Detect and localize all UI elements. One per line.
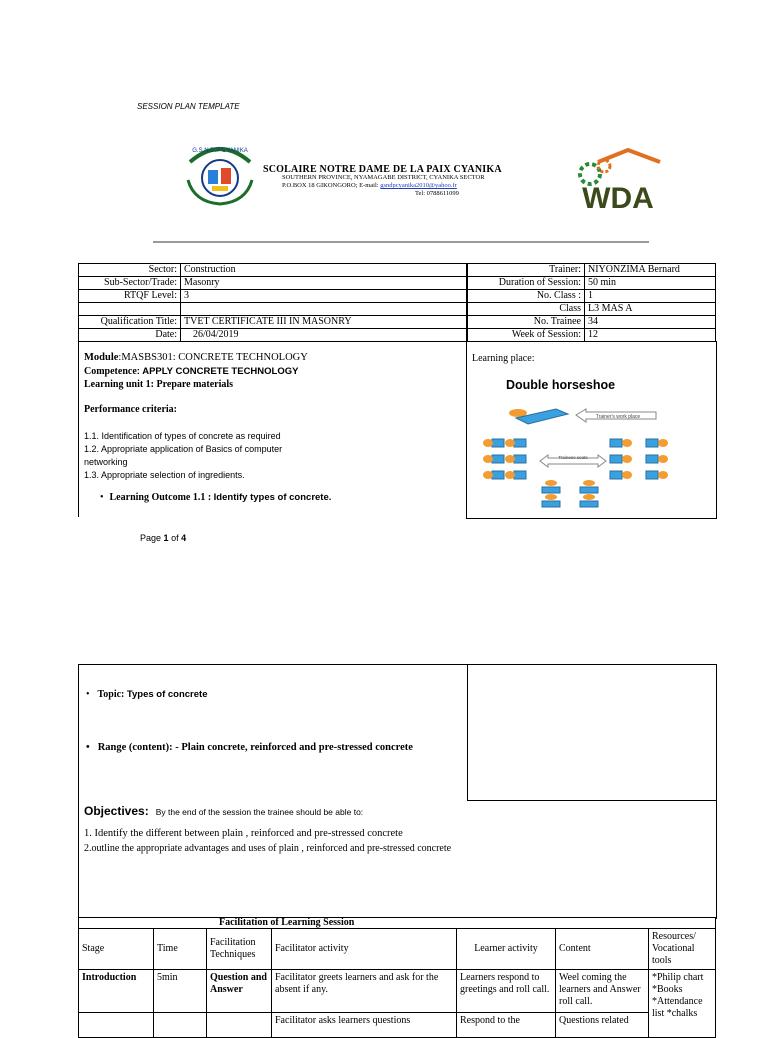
learning-unit: Learning unit 1: Prepare materials: [84, 379, 234, 390]
info-row-trainer: Trainer: NIYONZIMA Bernard: [468, 264, 716, 277]
facilitation-title-row: [79, 918, 716, 929]
objective-1: 1. Identify the different between plain , reinforced and pre-stressed concrete: [84, 828, 403, 839]
competence-line: [84, 366, 298, 377]
learning-outcome: [100, 492, 331, 503]
page-of: of: [171, 533, 179, 543]
school-address-prefix: P.O.BOX 18 GIKONGORO; E-mail:: [282, 182, 379, 189]
competence-label: Competence: [84, 366, 137, 377]
range-value: Plain concrete, reinforced and pre-stressed concrete: [181, 742, 413, 753]
info-row-subsector: Sub-Sector/Trade: Masonry: [79, 277, 467, 290]
session-info-left: [78, 263, 467, 342]
objectives-line: [84, 802, 363, 820]
bullet-icon: •: [100, 492, 104, 503]
page-number: [140, 533, 186, 543]
table-row: Introduction 5min Question and Answer Facilitator greets learners and ask for the absent if any. Learners respond to greetings and roll call. Weel coming the learners and Answer roll call. *Philip chart *Books *Attendance list *chalks: [79, 970, 716, 1013]
school-email-link[interactable]: gsndpcyanika2010@yahoo.fr: [380, 182, 457, 189]
bullet-icon: •: [86, 742, 90, 753]
info-row-class: Class L3 MAS A: [468, 303, 716, 316]
info-row-week: Week of Session: 12: [468, 329, 716, 342]
criterion-2: 1.2. Appropriate application of Basics of computer networking: [84, 444, 283, 467]
col-header-learner: Learner activity: [457, 929, 556, 970]
objectives-intro: By the end of the session the trainee should be able to:: [155, 807, 364, 817]
learning-outcome-label: Learning Outcome 1.1 :: [109, 492, 212, 503]
school-address-1: SOUTHERN PROVINCE, NYAMAGABE DISTRICT, CYANIKA SECTOR: [282, 174, 485, 181]
module-label: Module: [84, 352, 119, 363]
col-header-resources: Resources/ Vocational tools: [649, 929, 716, 970]
facilitation-table: [78, 917, 716, 1038]
table-row: Facilitator asks learners questions Respond to the Questions related: [79, 1013, 716, 1038]
page-current: 1: [163, 533, 169, 543]
info-row-rtqf: RTQF Level: 3: [79, 290, 467, 303]
page-total: 4: [181, 533, 187, 543]
trainer-place-label: Trainer's work place: [595, 414, 641, 420]
criterion-1: 1.1. Identification of types of concrete as required: [84, 431, 281, 441]
range-label: Range (content): -: [97, 742, 179, 753]
objectives-label: Objectives:: [84, 804, 149, 818]
trainees-seats-label: Trainees seats: [558, 455, 588, 460]
range-line: [86, 742, 413, 753]
criterion-3: 1.3. Appropriate selection of ingredients.: [84, 470, 245, 480]
info-row-trainee: No. Trainee 34: [468, 316, 716, 329]
col-header-facilitator: Facilitator activity: [272, 929, 457, 970]
info-row-date: Date: 26/04/2019: [79, 329, 467, 342]
layout-title: Double horseshoe: [506, 378, 616, 392]
col-header-technique: Facilitation Techniques: [207, 929, 272, 970]
col-header-content: Content: [556, 929, 649, 970]
svg-text:G.S.N.D.P CYANIKA: G.S.N.D.P CYANIKA: [192, 148, 248, 154]
horseshoe-diagram: [476, 403, 706, 513]
objective-2: 2.outline the appropriate advantages and uses of plain , reinforced and pre-stressed concrete: [84, 843, 452, 854]
info-row-qualification: Qualification Title: TVET CERTIFICATE III IN MASONRY: [79, 316, 467, 329]
col-header-time: Time: [154, 929, 207, 970]
session-info-right: [467, 263, 716, 342]
school-tel: Tel: 0788611099: [415, 190, 459, 197]
topic-value: Types of concrete: [126, 689, 208, 700]
competence-value: : APPLY CONCRETE TECHNOLOGY: [136, 366, 299, 377]
module-value: :MASBS301: CONCRETE TECHNOLOGY: [118, 352, 308, 363]
topic-label: Topic:: [97, 689, 125, 700]
info-row-duration: Duration of Session: 50 min: [468, 277, 716, 290]
facilitation-title: Facilitation of Learning Session: [79, 918, 556, 929]
module-line: [84, 352, 308, 363]
learning-place-label: Learning place:: [472, 353, 535, 364]
school-address-2: [282, 182, 457, 189]
criteria-list: [84, 430, 314, 482]
header-divider: [153, 241, 649, 243]
school-logo: [184, 140, 256, 208]
school-name: SCOLAIRE NOTRE DAME DE LA PAIX CYANIKA: [263, 164, 502, 175]
learning-outcome-value: Identify types of concrete.: [213, 492, 332, 503]
template-title: SESSION PLAN TEMPLATE: [137, 102, 240, 111]
bullet-icon: •: [86, 689, 90, 700]
col-header-stage: Stage: [79, 929, 154, 970]
performance-criteria-title: Performance criteria:: [84, 404, 177, 415]
page-prefix: Page: [140, 533, 162, 543]
wda-logo: [568, 148, 664, 212]
topic-line: [86, 689, 208, 700]
facilitation-header-row: [79, 929, 716, 970]
info-row-sector: Sector: Construction: [79, 264, 467, 277]
info-row-noclass: No. Class : 1: [468, 290, 716, 303]
topic-side-box: [467, 664, 716, 801]
info-row-blank: [79, 303, 467, 316]
wda-logo-text: WDA: [582, 182, 654, 212]
